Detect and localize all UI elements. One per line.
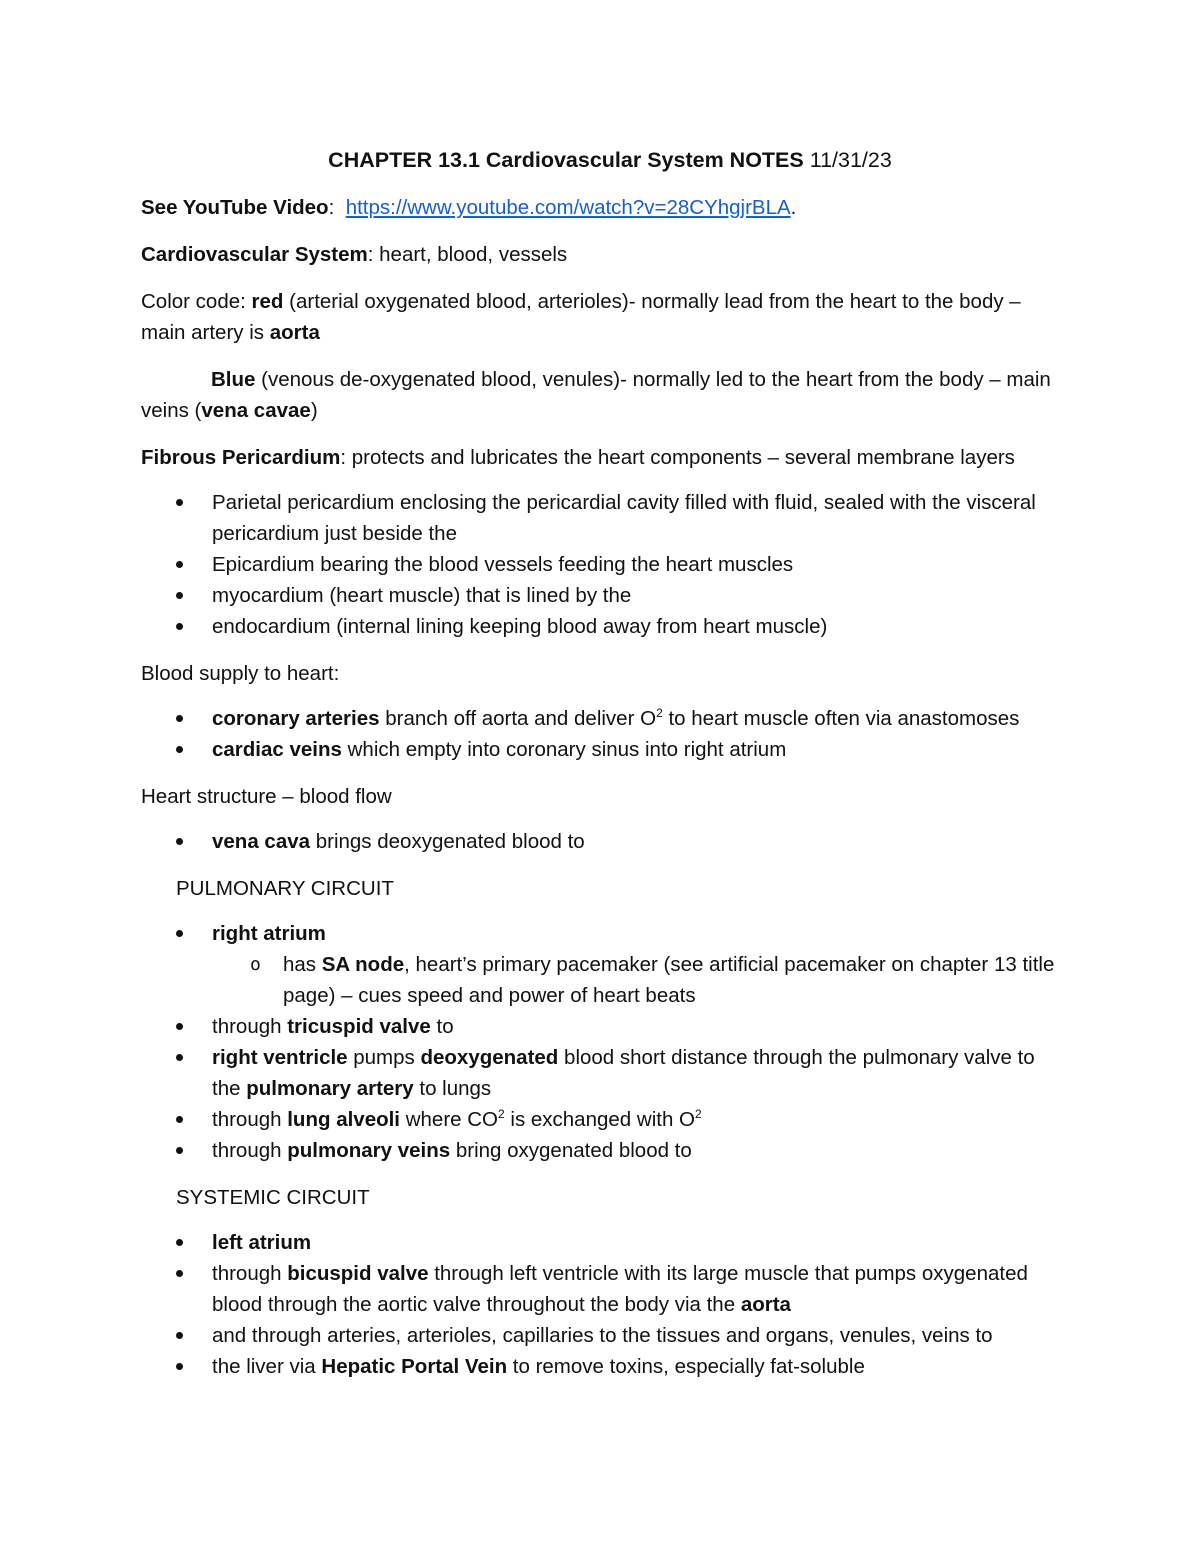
pulmonary-list xyxy=(141,918,1061,1166)
pericardium-line: Fibrous Pericardium: protects and lubricates the heart components – several membrane layers xyxy=(141,446,1015,469)
page-title: CHAPTER 13.1 Cardiovascular System NOTES 11/31/23 xyxy=(328,148,892,172)
title-date: 11/31/23 xyxy=(809,148,892,172)
structure-list xyxy=(141,826,1061,857)
list-item: myocardium (heart muscle) that is lined by the xyxy=(141,580,1061,611)
color-code-red: Color code: red (arterial oxygenated blood, arterioles)- normally lead from the heart to the body – main artery is aorta xyxy=(141,290,1021,344)
list-item: through bicuspid valve through left ventricle with its large muscle that pumps oxygenated blood through the aortic valve throughout the body via the aorta xyxy=(141,1258,1061,1320)
youtube-link[interactable]: https://www.youtube.com/watch?v=28CYhgjrBLA xyxy=(345,196,791,219)
list-item: and through arteries, arterioles, capillaries to the tissues and organs, venules, veins to xyxy=(141,1320,1061,1351)
video-label: See YouTube Video xyxy=(141,196,329,219)
list-item: Parietal pericardium enclosing the pericardial cavity filled with fluid, sealed with the visceral pericardium just beside the xyxy=(141,487,1061,549)
systemic-heading: SYSTEMIC CIRCUIT xyxy=(176,1186,370,1209)
list-item: vena cava brings deoxygenated blood to xyxy=(141,826,1061,857)
list-item: right ventricle pumps deoxygenated blood short distance through the pulmonary valve to the pulmonary artery to lungs xyxy=(141,1042,1061,1104)
list-item: endocardium (internal lining keeping blood away from heart muscle) xyxy=(141,611,1061,642)
list-item: cardiac veins which empty into coronary sinus into right atrium xyxy=(141,734,1061,765)
blood-supply-heading: Blood supply to heart: xyxy=(141,662,340,685)
list-item: through lung alveoli where $CO^2$ is exchanged with $O^2$ xyxy=(141,1104,1061,1135)
cv-system-line: Cardiovascular System: heart, blood, vessels xyxy=(141,243,568,266)
structure-heading: Heart structure – blood flow xyxy=(141,785,392,808)
list-item: right atrium o has SA node, heart’s primary pacemaker (see artificial pacemaker on chapter 13 title page) – cues speed and power of heart beats xyxy=(141,918,1061,1011)
color-code-blue: Blue (venous de-oxygenated blood, venules)- normally led to the heart from the body – main veins (vena cavae) xyxy=(141,368,1051,422)
sub-list xyxy=(212,949,1061,1011)
document-page xyxy=(141,145,1061,1398)
list-item: the liver via Hepatic Portal Vein to remove toxins, especially fat-soluble xyxy=(141,1351,1061,1382)
list-item: left atrium xyxy=(141,1227,1061,1258)
sub-list-item: o has SA node, heart’s primary pacemaker (see artificial pacemaker on chapter 13 title page) – cues speed and power of heart beats xyxy=(212,949,1061,1011)
list-item: coronary arteries branch off aorta and deliver $O^2$ to heart muscle often via anastomoses xyxy=(141,703,1061,734)
list-item: through pulmonary veins bring oxygenated blood to xyxy=(141,1135,1061,1166)
pericardium-list xyxy=(141,487,1061,642)
video-line: See YouTube Video: https://www.youtube.com/watch?v=28CYhgjrBLA. xyxy=(141,196,797,219)
blood-supply-list xyxy=(141,703,1061,765)
list-item: Epicardium bearing the blood vessels feeding the heart muscles xyxy=(141,549,1061,580)
list-item: through tricuspid valve to xyxy=(141,1011,1061,1042)
systemic-list xyxy=(141,1227,1061,1382)
pulmonary-heading: PULMONARY CIRCUIT xyxy=(176,877,394,900)
